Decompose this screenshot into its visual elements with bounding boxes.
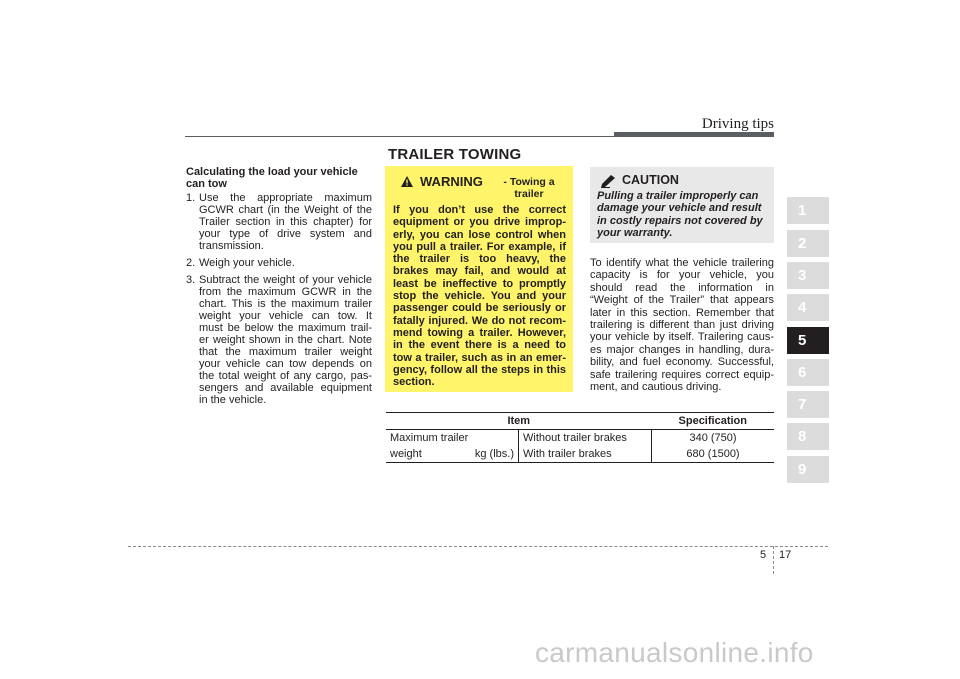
page-header-title: Driving tips <box>701 116 774 132</box>
step-item <box>186 274 372 406</box>
chapter-tab-7[interactable]: 7 <box>787 391 829 418</box>
watermark: carmanualsonline.info <box>535 637 814 668</box>
step-number: 2. <box>186 257 196 269</box>
caution-title: CAUTION <box>622 173 679 187</box>
footer-divider <box>773 546 774 574</box>
warning-title: WARNING <box>420 174 483 189</box>
table-cell-value: 680 (1500) <box>686 448 740 460</box>
item-label: weight <box>390 448 422 460</box>
load-calculation-steps <box>186 192 372 406</box>
warning-box <box>385 166 573 392</box>
chapter-tab-5[interactable]: 5 <box>787 327 829 354</box>
section-title: TRAILER TOWING <box>388 146 522 163</box>
chapter-tab-4[interactable]: 4 <box>787 294 829 321</box>
warning-header <box>393 174 566 204</box>
chapter-tab-6[interactable]: 6 <box>787 359 829 386</box>
step-text: Use the appropriate maximum GCWR chart (in the Weight of the Trailer section in this chapter) for your type of drive system and transmission. <box>199 192 372 252</box>
table-cell-value: 340 (750) <box>689 432 737 444</box>
step-number: 1. <box>186 192 196 204</box>
table-cell-item <box>386 446 519 463</box>
table-row <box>386 446 774 463</box>
step-item <box>186 257 372 269</box>
warning-body: If you don’t use the correct equipment or you drive improp-erly, you can lose control when you pull a trailer. For example, if the trailer is too heavy, the brakes may fail, and would at least be ineffective to promptly stop the vehicle. You and your passenger could be seriously or fatally injured. We do not recom-mend towing a trailer. However, in the event there is a need to tow a trailer, such as in an emer-gency, follow all the steps in this section. <box>393 204 566 389</box>
table-header-item: Item <box>507 415 531 427</box>
chapter-tab-3[interactable]: 3 <box>787 262 829 289</box>
trailer-spec-table <box>386 412 774 463</box>
item-label: Maximum trailer <box>390 432 469 444</box>
item-unit: kg (lbs.) <box>474 448 514 460</box>
warning-subtitle: - Towing a trailer <box>503 176 555 200</box>
step-item <box>186 192 372 252</box>
table-row <box>386 430 774 447</box>
chapter-tab-2[interactable]: 2 <box>787 230 829 257</box>
chapter-tab-8[interactable]: 8 <box>787 423 829 450</box>
caution-box <box>590 167 774 243</box>
load-calculation-section <box>186 166 372 411</box>
warning-triangle-icon <box>401 176 413 187</box>
step-number: 3. <box>186 274 196 286</box>
trailering-capacity-paragraph: To identify what the vehicle trailering capacity is for your vehicle, you should read the information in “Weight of the Trailer” that appears later in this section. Remember that trailering is different than just driving your vehicle by itself. Trailering caus-es major changes in handling, dura-bility, and fuel economy. Successful, safe trailering requires correct equip-ment, and cautious driving. <box>590 257 774 394</box>
caution-body: Pulling a trailer improperly can damage your vehicle and result in costly repairs not covered by your warranty. <box>597 190 763 239</box>
table-cell-brakes: With trailer brakes <box>519 446 652 463</box>
page-chapter-number: 5 <box>760 549 767 561</box>
caution-header <box>597 173 767 190</box>
step-text: Weigh your vehicle. <box>199 257 295 269</box>
table-cell-brakes: Without trailer brakes <box>519 430 652 447</box>
header-rule-accent <box>614 132 774 137</box>
footer-rule <box>128 546 828 547</box>
chapter-tab-1[interactable]: 1 <box>787 197 829 224</box>
step-text: Subtract the weight of your vehicle from the maximum GCWR in the chart. This is the maximum trailer weight your vehicle can tow. It must be below the maximum trail-er weight shown in the chart. Note that the maximum trailer weight your vehicle can tow depends on the total weight of any cargo, pas-sengers and available equipment in the vehicle. <box>199 274 372 406</box>
table-header-row <box>386 413 774 430</box>
page-number: 17 <box>779 549 792 561</box>
table-header-spec: Specification <box>678 415 747 427</box>
table-cell-item <box>386 430 519 447</box>
chapter-tab-9[interactable]: 9 <box>787 456 829 483</box>
load-calculation-subtitle: Calculating the load your vehicle can tow <box>186 166 358 190</box>
caution-pen-icon <box>601 175 615 188</box>
